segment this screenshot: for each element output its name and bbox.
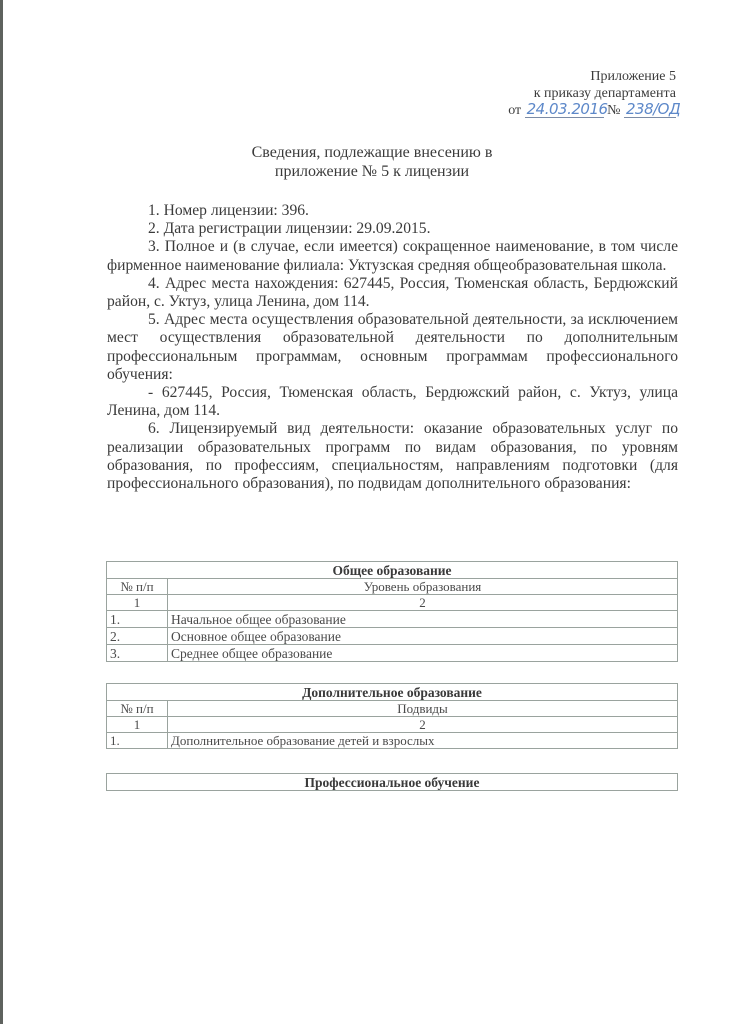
column-header-number: № п/п bbox=[107, 701, 168, 717]
item-licensed-activity: 6. Лицензируемый вид деятельности: оказание образовательных услуг по реализации образовательных программ по видам образования, по уровням образования, по профессиям, специальностям, направлениям подготовки (для профессионального образования), по подвидам дополнительного образования: bbox=[107, 420, 678, 493]
column-header-level: Уровень образования bbox=[168, 579, 678, 595]
table-title: Дополнительное образование bbox=[107, 684, 678, 701]
row-number: 3. bbox=[107, 645, 168, 662]
document-title bbox=[0, 143, 744, 181]
item-activity-address-value: - 627445, Россия, Тюменская область, Бердюжский район, с. Уктуз, улица Ленина, дом 114. bbox=[107, 384, 678, 420]
table-row bbox=[107, 628, 678, 645]
column-header-subtypes: Подвиды bbox=[168, 701, 678, 717]
column-index-2: 2 bbox=[168, 595, 678, 611]
row-value: Основное общее образование bbox=[168, 628, 678, 645]
general-education-table bbox=[106, 561, 678, 662]
professional-training-table bbox=[106, 773, 678, 791]
document-body bbox=[107, 202, 678, 493]
handwritten-date: 24.03.2016 bbox=[526, 100, 608, 118]
row-number: 1. bbox=[107, 733, 168, 749]
row-value: Дополнительное образование детей и взрослых bbox=[168, 733, 678, 749]
appendix-number: Приложение 5 bbox=[590, 69, 676, 84]
column-index-1: 1 bbox=[107, 595, 168, 611]
number-label: № bbox=[607, 103, 621, 118]
handwritten-order-number: 238/ОД bbox=[626, 100, 681, 118]
column-index-1: 1 bbox=[107, 717, 168, 733]
table-row bbox=[107, 733, 678, 749]
table-title: Профессиональное обучение bbox=[107, 774, 678, 791]
row-number: 1. bbox=[107, 611, 168, 628]
additional-education-table bbox=[106, 683, 678, 749]
row-number: 2. bbox=[107, 628, 168, 645]
appendix-date-line bbox=[508, 100, 681, 119]
column-index-2: 2 bbox=[168, 717, 678, 733]
item-branch-name: 3. Полное и (в случае, если имеется) сокращенное наименование, в том числе фирменное наименование филиала: Уктузская средняя общеобразовательная школа. bbox=[107, 238, 678, 274]
title-line-2: приложение № 5 к лицензии bbox=[274, 163, 470, 180]
table-row bbox=[107, 645, 678, 662]
column-header-number: № п/п bbox=[107, 579, 168, 595]
item-registration-date: 2. Дата регистрации лицензии: 29.09.2015. bbox=[148, 220, 431, 238]
item-location-address: 4. Адрес места нахождения: 627445, Россия, Тюменская область, Бердюжский район, с. Уктуз, улица Ленина, дом 114. bbox=[107, 274, 678, 311]
table-row bbox=[107, 611, 678, 628]
row-value: Начальное общее образование bbox=[168, 611, 678, 628]
item-activity-address: 5. Адрес места осуществления образовательной деятельности, за исключением мест осуществления образовательной деятельности по дополнительным профессиональным программам, основным программам профессионального обучения: bbox=[107, 311, 678, 383]
table-title: Общее образование bbox=[107, 562, 678, 579]
appendix-header bbox=[508, 68, 681, 119]
from-label: от bbox=[508, 103, 522, 118]
appendix-order-ref: к приказу департамента bbox=[533, 86, 676, 101]
title-line-1: Сведения, подлежащие внесению в bbox=[251, 144, 493, 161]
item-license-number: 1. Номер лицензии: 396. bbox=[148, 202, 309, 219]
row-value: Среднее общее образование bbox=[168, 645, 678, 662]
